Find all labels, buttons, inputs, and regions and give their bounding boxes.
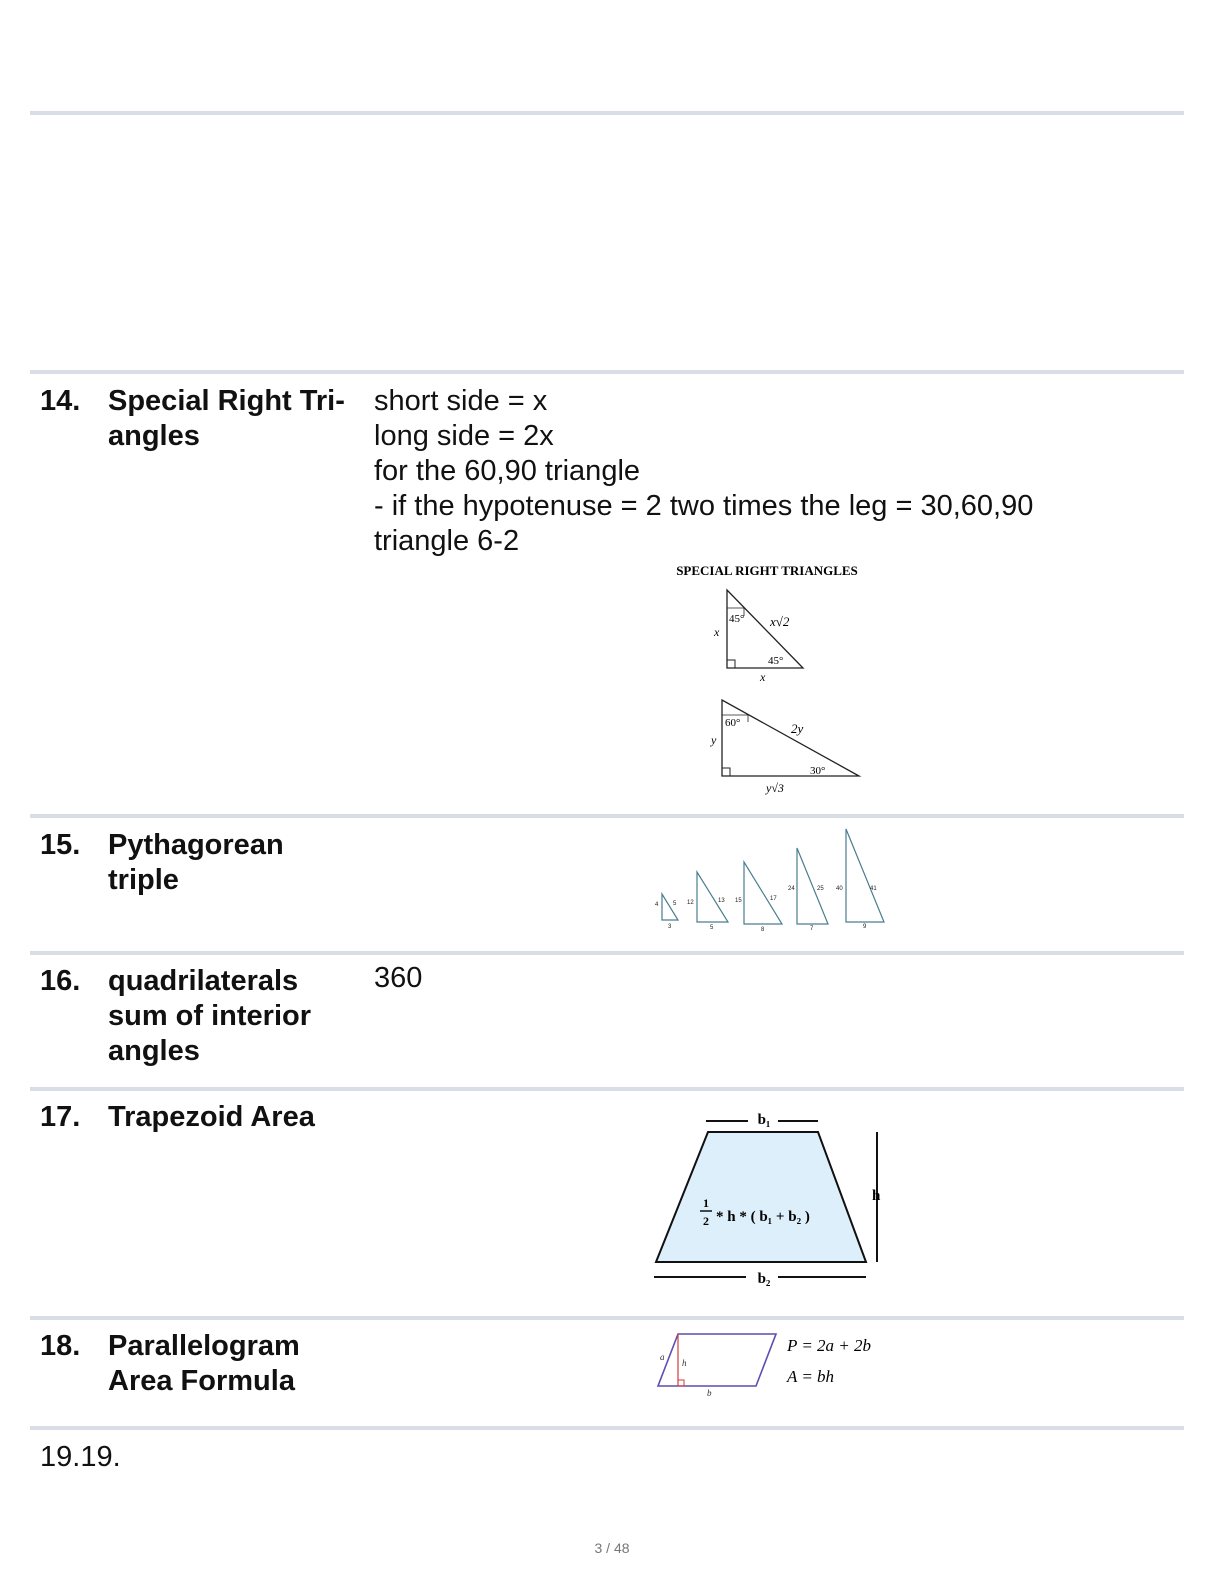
parallelogram-figure <box>650 1326 895 1402</box>
right-angle-marker <box>678 1380 684 1386</box>
entry-number: 18. <box>40 1330 81 1362</box>
divider <box>30 111 1184 115</box>
side-label: 7 <box>810 926 814 932</box>
definition-line: - if the hypotenuse = 2 two times the leg = 30,60,90 <box>374 490 1034 522</box>
angle-label: 45° <box>729 613 745 625</box>
entry-number: 15. <box>40 829 81 861</box>
hypotenuse-label: x√2 <box>770 614 790 629</box>
figure-title: SPECIAL RIGHT TRIANGLES <box>676 563 858 578</box>
entry-number: 16. <box>40 965 81 997</box>
definition-line: long side = 2x <box>374 420 554 452</box>
entry-term <box>108 1100 370 1135</box>
triple-triangle <box>744 862 782 924</box>
leg-label: y <box>711 733 717 747</box>
triangle-45-45-90 <box>727 590 803 668</box>
divider <box>30 1426 1184 1430</box>
top-base-label: b₁ <box>757 1112 771 1128</box>
side-label: 40 <box>836 886 843 892</box>
right-angle-marker <box>727 660 735 668</box>
triple-triangle <box>846 829 884 922</box>
triangle-30-60-90 <box>722 700 859 776</box>
entry-term <box>108 964 370 1069</box>
angle-label: 45° <box>768 655 784 667</box>
angle-label: 30° <box>810 765 826 777</box>
triple-triangle <box>697 872 728 922</box>
trapezoid-shape <box>656 1132 866 1262</box>
side-label: 4 <box>655 902 659 908</box>
side-label: 5 <box>673 901 677 907</box>
side-label: 15 <box>735 898 742 904</box>
side-label: 13 <box>718 898 725 904</box>
leg-label: x <box>714 625 720 639</box>
term-line: Pythagorean <box>108 829 284 861</box>
side-label: 25 <box>817 886 824 892</box>
base-label: b <box>707 1388 712 1398</box>
formula-text: * h * ( b₁ + b₂ ) <box>716 1209 810 1225</box>
definition-line: for the 60,90 triangle <box>374 455 641 487</box>
divider <box>30 814 1184 818</box>
height-label: h <box>682 1358 687 1368</box>
formula-denominator: 2 <box>703 1214 709 1228</box>
entry-definition <box>374 384 1033 559</box>
leg-label: y√3 <box>766 781 784 795</box>
term-line: Parallelogram <box>108 1330 300 1362</box>
right-angle-marker <box>722 768 730 776</box>
term-line: angles <box>108 420 200 452</box>
pythagorean-triples-figure <box>648 824 893 936</box>
page-number: 3 / 48 <box>594 1540 630 1556</box>
term-line: angles <box>108 1035 200 1067</box>
bottom-base-label: b₂ <box>757 1271 771 1287</box>
height-label: h <box>872 1188 881 1204</box>
side-label: 41 <box>870 886 877 892</box>
side-label: 5 <box>710 925 714 931</box>
angle-label: 60° <box>725 717 741 729</box>
entry-definition <box>374 961 422 996</box>
entry-number: 14. <box>40 385 81 417</box>
entry-number: 17. <box>40 1101 81 1133</box>
formula-numerator: 1 <box>703 1196 709 1210</box>
side-label: a <box>660 1352 665 1362</box>
hypotenuse-label: 2y <box>791 721 804 736</box>
trapezoid-figure <box>648 1100 888 1296</box>
term-line: Trapezoid Area <box>108 1101 315 1133</box>
term-line: sum of interior <box>108 1000 312 1032</box>
term-line: quadrilaterals <box>108 965 299 997</box>
divider <box>30 1087 1184 1091</box>
divider <box>30 370 1184 374</box>
term-line: Area Formula <box>108 1365 295 1397</box>
side-label: 12 <box>687 900 694 906</box>
term-line: Special Right Tri- <box>108 385 345 417</box>
parallelogram-shape <box>658 1334 776 1386</box>
leg-label: x <box>760 670 766 684</box>
area-formula: A = bh <box>787 1367 835 1386</box>
definition-line: 360 <box>374 962 423 994</box>
perimeter-formula: P = 2a + 2b <box>787 1336 872 1355</box>
side-label: 8 <box>761 927 765 933</box>
definition-line: triangle 6-2 <box>374 525 520 557</box>
entry-term <box>108 384 370 454</box>
side-label: 3 <box>668 924 672 930</box>
side-label: 17 <box>770 896 777 902</box>
entry-term <box>108 1329 370 1399</box>
side-label: 24 <box>788 886 795 892</box>
definition-line: short side = x <box>374 385 548 417</box>
divider <box>30 1316 1184 1320</box>
divider <box>30 951 1184 955</box>
special-right-triangles-figure <box>660 560 880 800</box>
triple-triangle <box>662 894 678 920</box>
side-label: 9 <box>863 924 867 930</box>
next-entry-number: 19.19. <box>40 1441 121 1473</box>
entry-term <box>108 828 370 898</box>
term-line: triple <box>108 864 179 896</box>
